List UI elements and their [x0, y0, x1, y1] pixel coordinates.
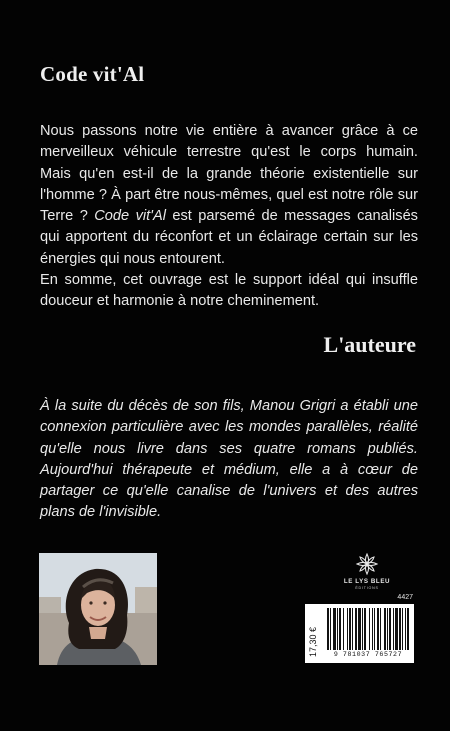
barcode-bar: [358, 608, 361, 650]
barcode-bar: [389, 608, 391, 650]
barcode-bar: [330, 608, 331, 650]
barcode-bar: [355, 608, 357, 650]
summary-text-part-1: Nous passons notre vie entière à avancer grâce à ce merveilleux véhicule terrestre qu'est le corps humain. Mais qu'en est-il de la grande théorie existentielle sur l'homme ? À part être nous-mêmes, quel est notre rôle sur Terre ?: [40, 123, 418, 225]
barcode-bar: [352, 608, 353, 650]
barcode-block: [305, 604, 414, 663]
summary-paragraph-2: En somme, cet ouvrage est le support idéal qui insuffle douceur et harmonie à notre cheminement.: [40, 272, 418, 310]
summary-paragraph-1: [40, 121, 418, 270]
summary-text-part-2: est parsemé de messages canalisés qui apportent du réconfort et un éclairage certain sur les énergies qui nous entourent.: [40, 208, 418, 267]
barcode-bar: [347, 608, 348, 650]
barcode-bar: [349, 608, 351, 650]
barcode-bar: [380, 608, 381, 650]
barcode-bar: [362, 608, 363, 650]
barcode-bar: [339, 608, 341, 650]
barcode-bar: [402, 608, 403, 650]
book-summary: [40, 121, 418, 313]
book-title: Code vit'Al: [40, 62, 145, 86]
publisher-subtitle: ÉDITIONS: [355, 586, 379, 590]
publisher-name: LE LYS BLEU: [343, 578, 391, 585]
barcode-bar: [372, 608, 373, 650]
isbn-digits: 9 781037 765727: [333, 651, 403, 658]
summary-italic-title: Code vit'Al: [94, 208, 166, 225]
barcode-bar: [399, 608, 401, 650]
barcode-icon: [327, 608, 409, 650]
barcode-bar: [374, 608, 375, 650]
barcode-bar: [393, 608, 394, 650]
barcode-bar: [364, 608, 366, 650]
book-code: 4427: [397, 594, 413, 601]
barcode-bar: [369, 608, 370, 650]
author-photo: [39, 553, 157, 665]
barcode-bar: [327, 608, 329, 650]
publisher-logo: [339, 552, 395, 590]
author-bio: À la suite du décès de son fils, Manou Grigri a établi une connexion particulière avec les mondes parallèles, réalité qu'elle nous livre dans ses quatre romans publiés. Aujourd'hui thérapeute et médium, elle a à cœur de partager ce qu'elle canalise de l'univers et des autres plans de l'invisible.: [40, 398, 418, 521]
barcode-bar: [377, 608, 379, 650]
barcode-bar: [333, 608, 336, 650]
barcode-bar: [395, 608, 398, 650]
lotus-icon: [355, 552, 379, 576]
barcode-bar: [384, 608, 386, 650]
price-label: 17,30 €: [308, 626, 318, 658]
barcode-bar: [343, 608, 344, 650]
barcode-bar: [407, 608, 409, 650]
author-heading: L'auteure: [323, 332, 416, 357]
barcode-bar: [387, 608, 388, 650]
author-photo-illustration: [39, 553, 157, 665]
barcode-bar: [405, 608, 406, 650]
barcode-bar: [337, 608, 338, 650]
